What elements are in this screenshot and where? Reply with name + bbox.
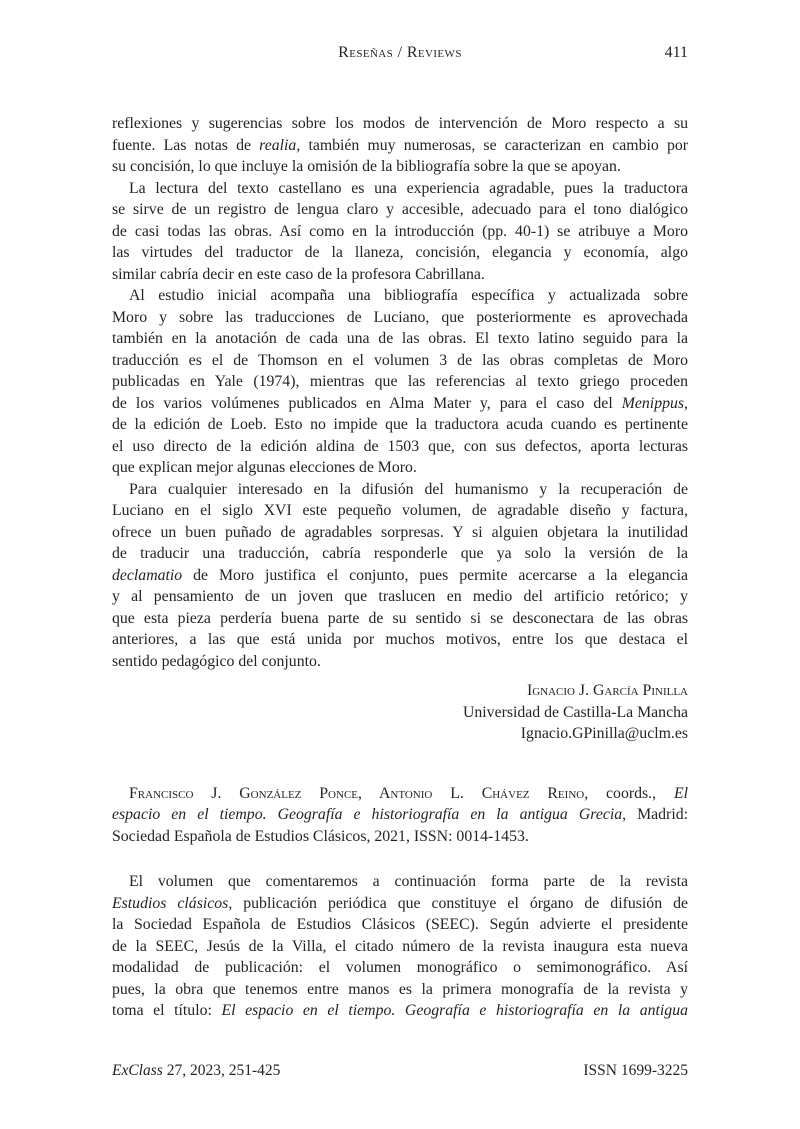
text-line	[112, 871, 688, 893]
text-run: , también muy numerosas, se caracterizan en cambio por	[296, 136, 688, 154]
text-line	[112, 543, 688, 565]
text-line	[112, 479, 688, 501]
text-run: La lectura del texto castellano es una experiencia agradable, pues la traductora	[129, 179, 688, 197]
text-line	[112, 651, 688, 673]
text-line	[112, 264, 688, 286]
text-run: de la edición de Loeb. Esto no impide que la traductora acuda cuando es pertinente	[112, 416, 688, 433]
text-run: similar cabría decir en este caso de la profesora Cabrillana.	[112, 265, 485, 283]
text-line	[112, 414, 688, 436]
text-run: su concisión, lo que incluye la omisión de la bibliografía sobre la que se apoyan.	[112, 158, 621, 175]
text-line	[112, 893, 688, 915]
text-line	[112, 285, 688, 307]
italic-text: Menippus	[621, 394, 685, 412]
paragraph-continuation	[112, 113, 688, 178]
text-line	[112, 804, 688, 826]
text-run: ,	[684, 394, 688, 412]
text-line	[112, 1000, 688, 1022]
text-line	[112, 328, 688, 350]
text-line	[112, 608, 688, 630]
text-run: traducción es el de Thomson en el volumen 3 de las obras completas de Moro	[112, 351, 688, 369]
text-run: de casi todas las obras. Así como en la introducción (pp. 40-1) se atribuye a Moro	[112, 222, 688, 240]
text-run: fuente. Las notas de	[112, 136, 260, 154]
text-run: de los varios volúmenes publicados en Alma Mater y, para el caso del	[112, 394, 622, 412]
issn-label: ISSN 1699-3225	[583, 1062, 688, 1079]
text-run: y al pensamiento de un joven que traslucen en medio del artificio retórico; y	[112, 588, 688, 605]
reviewer-signature	[112, 680, 688, 745]
text-line	[112, 178, 688, 200]
paragraph-volumen	[112, 871, 688, 1022]
text-line	[112, 957, 688, 979]
text-run: Moro y sobre las traducciones de Luciano, que posteriormente es aprovechada	[112, 308, 688, 326]
text-line	[112, 350, 688, 372]
journal-volume-info	[112, 1062, 280, 1080]
italic-text: Estudios clásicos	[112, 894, 229, 912]
text-line	[112, 393, 688, 415]
italic-text: espacio en el tiempo. Geografía e historiografía en la antigua Grecia	[112, 806, 623, 823]
text-run: 27, 2023, 251-425	[162, 1062, 281, 1079]
text-line	[112, 199, 688, 221]
text-line	[112, 936, 688, 958]
text-run: las virtudes del traductor de la llaneza, concisión, elegancia y economía, algo	[112, 244, 688, 261]
italic-text: realia	[259, 136, 297, 154]
text-line	[112, 457, 688, 479]
text-run: Para cualquier interesado en la difusión del humanismo y la recuperación de	[129, 480, 688, 498]
text-run: Universidad de Castilla-La Mancha	[462, 703, 688, 721]
italic-text: ExClass	[112, 1062, 163, 1079]
text-run: también en la anotación de cada una de las obras. El texto latino seguido para la	[112, 330, 688, 347]
text-run: anteriores, a las que está unida por muchos motivos, entre los que destaca el	[112, 631, 688, 648]
paragraph-interesado	[112, 479, 688, 673]
text-run: la Sociedad Española de Estudios Clásicos (SEEC). Según advierte el presidente	[112, 916, 688, 933]
text-run: ofrece un buen puñado de agradables sorpresas. Y si alguien objetara la inutilidad	[112, 523, 688, 541]
text-line	[112, 221, 688, 243]
italic-text: El	[673, 784, 688, 802]
italic-text: declamatio	[112, 566, 183, 584]
text-line	[112, 629, 688, 651]
text-run: , coords.,	[584, 784, 674, 802]
text-run: Luciano en el siglo XVI este pequeño volumen, de agradable diseño y factura,	[112, 502, 688, 519]
text-run: modalidad de publicación: el volumen monográfico o semimonográfico. Así	[112, 959, 688, 976]
text-run: Al estudio inicial acompaña una bibliografía específica y actualizada sobre	[129, 287, 688, 304]
text-line	[112, 979, 688, 1001]
running-header-title: Reseñas / Reviews	[338, 44, 462, 61]
text-run: toma el título:	[112, 1002, 222, 1019]
text-run: sentido pedagógico del conjunto.	[112, 652, 321, 670]
text-run: que explican mejor algunas elecciones de Moro.	[112, 459, 417, 476]
text-run: Sociedad Española de Estudios Clásicos, 2021, ISSN: 0014-1453.	[112, 827, 529, 845]
text-run: , publicación periódica que constituye el órgano de difusión de	[228, 894, 688, 912]
italic-text: El espacio en el tiempo. Geografía e historiografía en la antigua	[221, 1002, 688, 1019]
text-run: de traducir una traducción, cabría responderle que ya solo la versión de la	[112, 545, 688, 562]
text-run: el uso directo de la edición aldina de 1503 que, con sus defectos, aporta lecturas	[112, 437, 688, 455]
review-citation	[112, 783, 688, 848]
text-line	[112, 723, 688, 745]
text-line	[112, 702, 688, 724]
text-run: de Moro justifica el conjunto, pues permite acercarse a la elegancia	[182, 566, 688, 584]
smallcaps-text: Ignacio J. García Pinilla	[526, 682, 688, 699]
text-line	[112, 156, 688, 178]
text-line	[112, 586, 688, 608]
text-line	[112, 135, 688, 157]
text-line	[112, 680, 688, 702]
text-run: Ignacio.GPinilla@uclm.es	[520, 725, 688, 742]
text-line	[112, 914, 688, 936]
text-line	[112, 565, 688, 587]
running-header	[112, 44, 688, 64]
page-number: 411	[664, 44, 688, 61]
text-line	[112, 242, 688, 264]
text-run: que esta pieza perdería buena parte de su sentido si se desconectara de las obras	[112, 609, 688, 627]
text-run: de la SEEC, Jesús de la Villa, el citado número de la revista inaugura esta nueva	[112, 937, 688, 955]
text-line	[112, 500, 688, 522]
text-run: se sirve de un registro de lengua claro y accesible, adecuado para el tono dialógico	[112, 201, 688, 218]
text-run: El volumen que comentaremos a continuación forma parte de la revista	[129, 873, 688, 890]
page-body	[112, 113, 688, 1022]
paragraph-lectura	[112, 178, 688, 286]
paragraph-estudio-inicial	[112, 285, 688, 479]
text-run: reflexiones y sugerencias sobre los modos de intervención de Moro respecto a su	[112, 115, 688, 132]
text-line	[112, 371, 688, 393]
text-line	[112, 436, 688, 458]
text-run: publicadas en Yale (1974), mientras que las referencias al texto griego proceden	[112, 373, 688, 390]
text-line	[112, 522, 688, 544]
running-footer	[112, 1062, 688, 1082]
text-line	[112, 783, 688, 805]
smallcaps-text: Francisco J. González Ponce, Antonio L. Chávez Reino	[129, 784, 585, 802]
text-line	[112, 826, 688, 848]
text-run: pues, la obra que tenemos entre manos es la primera monografía de la revista y	[112, 980, 688, 998]
text-line	[112, 113, 688, 135]
text-line	[112, 307, 688, 329]
text-run: , Madrid:	[622, 806, 688, 823]
